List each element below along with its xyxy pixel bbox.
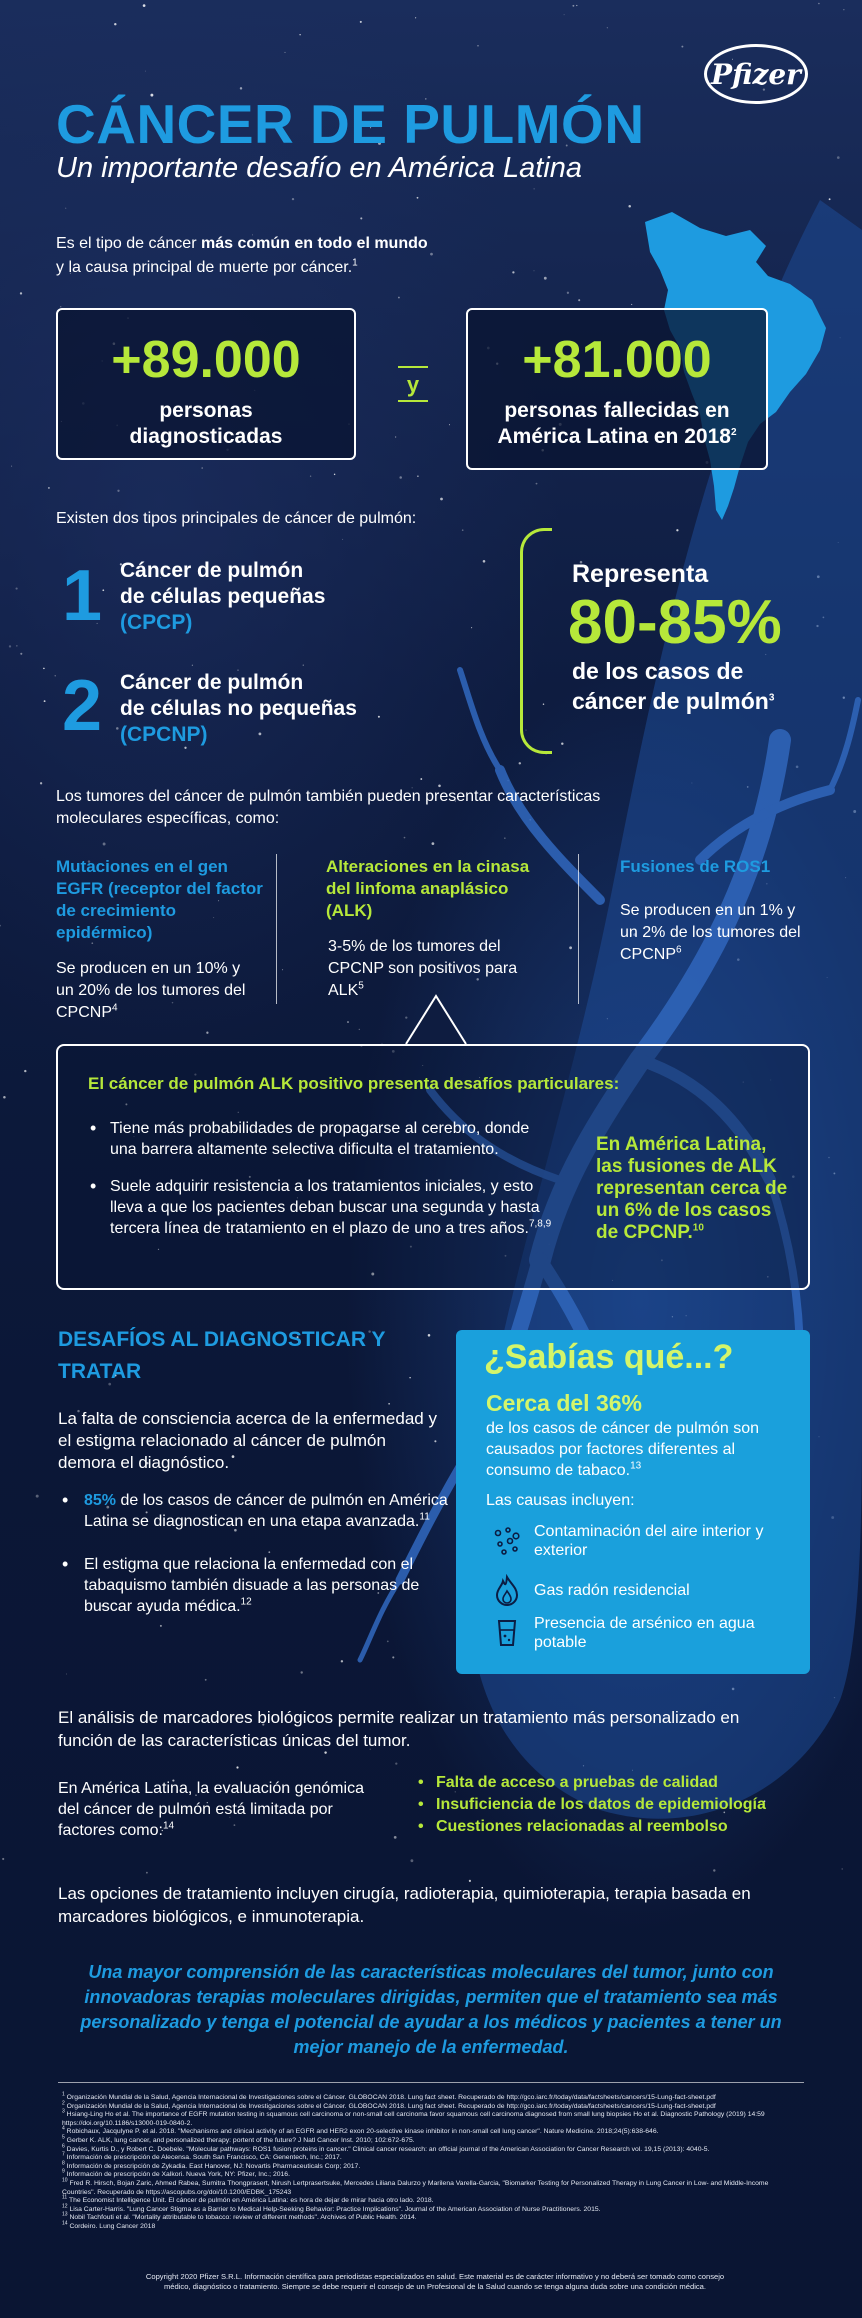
star <box>628 205 631 208</box>
diagnosis-list <box>58 1490 448 1639</box>
star <box>205 1679 207 1681</box>
reference-item: $^5$ Gerber K. ALK, lung cancer, and personalized therapy: portent of the future? J Natl Cancer Inst. 2010; 102:672-675. <box>62 2134 415 2144</box>
deaths-label: personas fallecidas en América Latina en 2018$^2$ <box>497 399 737 448</box>
reference-item: $^{10}$ Fred R. Hirsch, Bojan Zaric, Ahmed Rabea, Sumitra Thongprasert, Nirush Lertprasertsuke, Mercedes Liliana Dalurzo y Marilena Varella-Garcia, "Biomarker Testing for Personalized Therapy in Lung Cancer in Low- and Middle-Income Countries". Recuperado de https://ascopubs.org/doi/10.1200/EDBK_175243 <box>62 2177 769 2196</box>
deaths-value: +81.000 <box>522 331 712 389</box>
reference-item: $^6$ Davies, Kurtis D., y Robert C. Doebele. "Molecular pathways: ROS1 fusion proteins in cancer." Clinical cancer research: an official journal of the American Association for Cancer Research vol. 19,15 (2013): 4040-5. <box>62 2143 710 2153</box>
star <box>360 21 362 23</box>
star <box>192 665 193 666</box>
star <box>404 837 406 839</box>
factor-item: • Cuestiones relacionadas al reembolso <box>416 1816 816 1838</box>
reference-item: $^4$ Robichaux, Jacqulyne P. et al. 2018. "Mechanisms and clinical activity of an EGFR and HER2 exon 20-selective kinase inhibitor in non-small cell lung cancer". Nature Medicine. 2018;24(5):638-646. <box>62 2126 659 2136</box>
types-bracket <box>520 528 552 754</box>
types-intro: Existen dos tipos principales de cáncer de pulmón: <box>56 510 417 527</box>
star <box>519 762 521 764</box>
copyright-notice: Copyright 2020 Pfizer S.R.L. Información científica para periodistas especializados en salud. Este material es de carácter informativo y no deberá ser tomado como consejo médico, diagnóstico o tratamiento. Siempre se debe requerir el consejo de un Profesional de la Salud cuando se tenga alguna duda sobre una condición médica. <box>145 2272 725 2291</box>
reference-item: $^2$ Organización Mundial de la Salud, Agencia Internacional de Investigaciones sobre el Cáncer. GLOBOCAN 2018. Lung fact sheet. Recuperado de http://gco.iarc.fr/today/data/factsheets/cancers/15-Lung-fact-sheet.pdf <box>62 2100 716 2110</box>
star <box>471 627 472 628</box>
star <box>43 668 45 670</box>
reference-item: $^1$ Organización Mundial de la Salud, Agencia Internacional de Investigaciones sobre el Cáncer. GLOBOCAN 2018. Lung fact sheet. Recuperado de http://gco.iarc.fr/today/data/factsheets/cancers/15-Lung-fact-sheet.pdf <box>62 2091 716 2101</box>
star <box>392 1656 394 1658</box>
alk-body-col: 3-5% de los tumores del CPCNP son positivos para ALK$^5$ <box>328 938 518 999</box>
egfr-body: Se producen en un 10% y un 20% de los tumores del CPCNP$^4$ <box>56 960 246 1021</box>
cause-radon-gas: Gas radón residencial <box>490 1572 800 1612</box>
star <box>146 1872 148 1874</box>
star <box>24 1070 26 1072</box>
represents-label: Representa <box>572 560 709 588</box>
diagnosis-intro: La falta de consciencia acerca de la enfermedad y el estigma relacionado al cáncer de pulmón demora el diagnóstico. <box>58 1409 437 1472</box>
star <box>843 9 844 10</box>
star <box>0 925 1 927</box>
star <box>837 156 840 159</box>
star <box>681 46 683 48</box>
biomarkers-factor-list <box>416 1772 816 1838</box>
alk-bullet: • Suele adquirir resistencia a los tratamientos iniciales, y esto lleva a que los pacientes deban buscar una segunda y hasta tercera línea de tratamiento en el plazo de uno a tres años.$^{7,8,9}$ <box>88 1176 558 1239</box>
type-label-2: Cáncer de pulmón de células no pequeñas (CPCNP) <box>120 671 357 746</box>
star <box>440 498 443 501</box>
star <box>576 5 577 6</box>
star <box>410 1859 413 1862</box>
type-number-2: 2 <box>62 666 103 746</box>
reference-item: $^9$ Información de prescripción de Xalkori. Nueva York, NY: Pfizer, Inc.; 2016. <box>62 2169 290 2179</box>
star <box>395 436 396 437</box>
star <box>103 843 106 846</box>
star <box>607 27 608 28</box>
star <box>334 474 335 475</box>
alk-bullet: • Tiene más probabilidades de propagarse al cerebro, donde una barrera altamente selectiva dificulta el tratamiento. <box>88 1118 558 1160</box>
star <box>378 716 380 718</box>
star <box>116 727 119 730</box>
type-number-1: 1 <box>62 556 103 636</box>
did-you-know-title: ¿Sabías qué...? <box>484 1338 734 1376</box>
star <box>534 270 535 271</box>
star <box>829 198 831 200</box>
molecular-intro: Los tumores del cáncer de pulmón también pueden presentar características moleculares específicas, como: <box>56 788 601 827</box>
star <box>20 653 22 655</box>
reference-item: $^{13}$ Nobil Tachfouti et al. "Mortality attributable to tobacco: review of different methods". Archives of Public Health. 2014. <box>62 2212 417 2222</box>
alk-challenges-title: El cáncer de pulmón ALK positivo presenta desafíos particulares: <box>88 1074 620 1093</box>
star <box>347 1021 349 1023</box>
represents-description: de los casos de cáncer de pulmón$^3$ <box>572 658 775 714</box>
biomarkers-limits-text: En América Latina, la evaluación genómica del cáncer de pulmón está limitada por factores como:$^{14}$ <box>58 1780 364 1839</box>
star <box>631 304 632 305</box>
star <box>16 645 17 646</box>
star <box>578 299 580 301</box>
star <box>420 778 422 780</box>
star <box>388 1403 390 1405</box>
star <box>145 71 146 72</box>
star <box>483 560 486 563</box>
biomarkers-intro: El análisis de marcadores biológicos permite realizar un tratamiento más personalizado en función de las características únicas del tumor. <box>58 1708 740 1750</box>
closing-statement: Una mayor comprensión de las características moleculares del tumor, junto con innovadoras terapias moleculares dirigidas, permiten que el tratamiento sea más personalizado y tenga el potencial de ayudar a los médicos y pacientes a tener un mejor manejo de la enfermedad. <box>80 1962 782 2057</box>
star <box>206 1032 208 1034</box>
intro-text: Es el tipo de cáncer más común en todo el mundo y la causa principal de muerte por cáncer.$^1$ <box>56 235 428 276</box>
star <box>3 1096 6 1099</box>
type-label-1: Cáncer de pulmón de células pequeñas (CPCP) <box>120 559 326 634</box>
star <box>201 467 203 469</box>
diagnosis-title: DESAFÍOS AL DIAGNOSTICAR Y TRATAR <box>58 1328 386 1383</box>
pfizer-logo: Pfizer <box>704 44 808 104</box>
star <box>282 969 283 970</box>
footer-divider <box>58 2082 804 2083</box>
diagnosed-stat-box <box>56 308 356 460</box>
alk-title-col: Alteraciones en la cinasa del linfoma anaplásico (ALK) <box>326 857 530 920</box>
star <box>544 277 547 280</box>
ros1-body: Se producen en un 1% y un 2% de los tumores del CPCNP$^6$ <box>620 902 801 963</box>
star <box>20 292 22 294</box>
diagnosed-value: +89.000 <box>111 331 301 389</box>
radon-gas-icon <box>490 1574 524 1608</box>
reference-item: $^3$ Hsiang-Ling Ho et al. The importance of EGFR mutation testing in squamous cell carcinoma or non-small cell carcinoma favor squamous cell carcinoma diagnosed from small lung biopsies Ho et al. Diagnostic Pathology (2019) 14:59 https://doi.org/10.1186/s13000-019-0840-2. <box>62 2108 765 2127</box>
cause-arsenic-water: Presencia de arsénico en agua potable <box>490 1614 800 1654</box>
star <box>341 1660 343 1662</box>
alk-challenges-list <box>88 1118 558 1255</box>
diagnosis-bullet: • 85% de los casos de cáncer de pulmón en América Latina se diagnostican en una etapa avanzada.$^{11}$ <box>58 1490 448 1532</box>
star <box>102 589 104 591</box>
star <box>300 1671 302 1673</box>
star <box>842 1868 843 1869</box>
star <box>360 217 362 219</box>
star <box>504 838 505 839</box>
page-subtitle: Un importante desafío en América Latina <box>56 152 583 184</box>
star <box>16 588 18 590</box>
star <box>299 34 300 35</box>
star <box>561 742 563 744</box>
reference-item: $^{14}$ Cordeiro. Lung Cancer 2018 <box>62 2220 156 2230</box>
star <box>303 665 304 666</box>
star <box>569 946 572 949</box>
stats-connector: y <box>398 366 428 402</box>
reference-item: $^{11}$ The Economist Intelligence Unit. El cáncer de pulmón en América Latina: es hora de dejar de mirar hacia otro lado. 2018. <box>62 2194 434 2205</box>
star <box>415 17 416 18</box>
star <box>143 4 146 7</box>
star <box>713 1869 715 1871</box>
egfr-title: Mutaciones en el gen EGFR (receptor del factor de crecimiento epidérmico) <box>56 857 263 942</box>
factor-item: • Insuficiencia de los datos de epidemiología <box>416 1794 816 1816</box>
star <box>818 3 820 5</box>
star <box>387 1641 389 1643</box>
star <box>236 1766 238 1768</box>
diagnosis-bullet: • El estigma que relaciona la enfermedad con el tabaquismo también disuade a las personas de buscar ayuda médica.$^{12}$ <box>58 1554 448 1617</box>
star <box>534 188 535 189</box>
star <box>572 5 574 7</box>
star <box>567 292 569 294</box>
represents-value: 80-85% <box>568 588 782 657</box>
star <box>399 476 402 479</box>
star <box>285 52 286 53</box>
star <box>477 45 479 47</box>
star <box>48 487 50 489</box>
causes-label: Las causas incluyen: <box>486 1492 635 1509</box>
star <box>55 675 56 676</box>
star <box>398 297 400 299</box>
star <box>310 476 311 477</box>
star <box>36 1495 39 1498</box>
star <box>66 1674 67 1675</box>
references-list <box>62 2091 802 2232</box>
star <box>449 424 450 425</box>
star <box>2 1858 4 1860</box>
column-divider-1 <box>276 854 277 1004</box>
star <box>114 23 116 25</box>
deaths-stat-box <box>466 308 768 470</box>
column-divider-2 <box>578 854 579 1004</box>
star <box>44 700 46 702</box>
star <box>394 1836 397 1839</box>
star <box>432 842 435 845</box>
star <box>395 1762 397 1764</box>
did-you-know-text: de los casos de cáncer de pulmón son causados por factores diferentes al consumo de tabaco.$^{13}$ <box>486 1420 760 1479</box>
reference-item: $^7$ Información de prescripción de Alecensa. South San Francisco, CA: Genentech, Inc.; 2017. <box>62 2151 342 2162</box>
star <box>11 466 12 467</box>
factor-item: • Falta de acceso a pruebas de calidad <box>416 1772 816 1794</box>
cause-air-pollution: Contaminación del aire interior y exterior <box>490 1522 800 1562</box>
diagnosed-label: personas diagnosticadas <box>129 399 283 448</box>
star <box>40 782 42 784</box>
star <box>417 197 419 199</box>
star <box>359 1029 360 1030</box>
air-pollution-icon <box>490 1524 524 1558</box>
treatment-options: Las opciones de tratamiento incluyen cirugía, radioterapia, quimioterapia, terapia basada en marcadores biológicos, e inmunoterapia. <box>58 1884 751 1926</box>
star <box>417 475 419 477</box>
star <box>676 529 678 531</box>
star <box>240 87 242 89</box>
star <box>462 529 464 531</box>
star <box>342 539 343 540</box>
did-you-know-headline: Cerca del 36% <box>486 1390 642 1416</box>
arsenic-water-icon <box>490 1616 524 1650</box>
page-title: CÁNCER DE PULMÓN <box>56 93 645 155</box>
star <box>65 208 66 209</box>
star <box>564 14 565 15</box>
star <box>117 490 119 492</box>
reference-item: $^{12}$ Lisa Carter-Harris. "Lung Cancer Stigma as a Barrier to Medical Help-Seeking Behavior: Practice Implications". Journal of the American Association of Nurse Practitioners. 2015. <box>62 2203 601 2213</box>
star <box>9 645 11 647</box>
alk-latam-stat: En América Latina, las fusiones de ALK representan cerca de un 6% de los casos de CPCNP.$^{10}$ <box>596 1134 788 1243</box>
alk-box-pointer <box>404 994 468 1046</box>
reference-item: $^8$ Información de prescripción de Zykadia. East Hanover, NJ: Novartis Pharmaceuticals Corp; 2017. <box>62 2160 361 2170</box>
ros1-title: Fusiones de ROS1 <box>620 857 771 876</box>
star <box>536 483 538 485</box>
star <box>292 198 294 200</box>
